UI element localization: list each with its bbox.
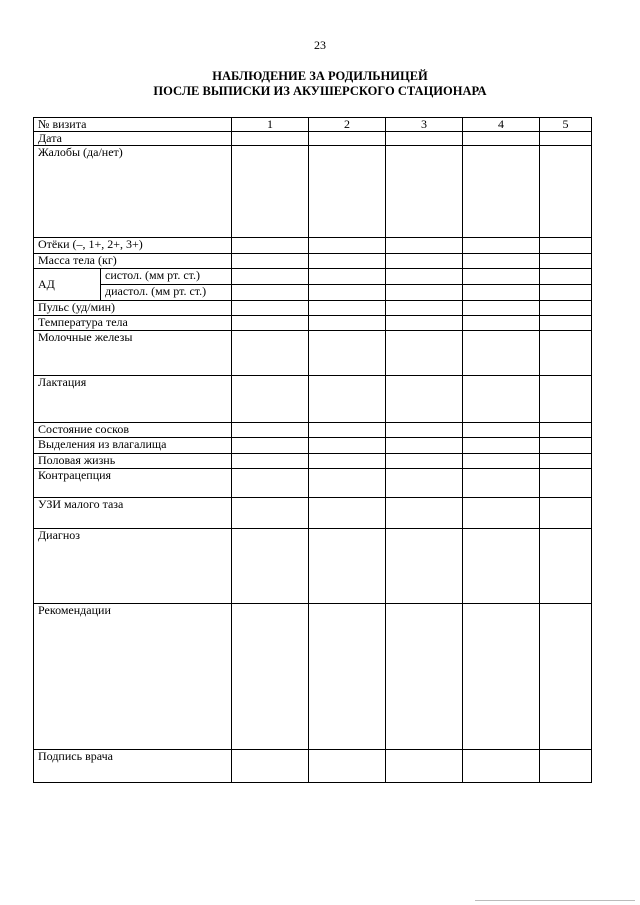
cell-diagnosis-visit-1[interactable] [232, 529, 309, 604]
cell-discharge-visit-4[interactable] [463, 438, 540, 454]
cell-recommendations-visit-1[interactable] [232, 604, 309, 750]
visit-4-header: 4 [463, 118, 540, 132]
cell-complaints-visit-2[interactable] [309, 146, 386, 238]
cell-contraception-visit-3[interactable] [386, 469, 463, 498]
cell-bp-diastolic-visit-5[interactable] [540, 285, 592, 301]
visit-3-header: 3 [386, 118, 463, 132]
cell-bp-systolic-visit-3[interactable] [386, 269, 463, 285]
cell-diagnosis-visit-4[interactable] [463, 529, 540, 604]
cell-contraception-visit-5[interactable] [540, 469, 592, 498]
table-row-sexual-life [34, 454, 592, 469]
cell-nipples-visit-4[interactable] [463, 423, 540, 438]
cell-breasts-visit-2[interactable] [309, 331, 386, 376]
row-label-recommendations: Рекомендации [34, 604, 232, 750]
cell-date-visit-1[interactable] [232, 132, 309, 146]
cell-sexual-life-visit-5[interactable] [540, 454, 592, 469]
cell-date-visit-5[interactable] [540, 132, 592, 146]
cell-ultrasound-visit-5[interactable] [540, 498, 592, 529]
table-row-pulse [34, 301, 592, 316]
cell-weight-visit-2[interactable] [309, 254, 386, 269]
cell-bp-systolic-visit-5[interactable] [540, 269, 592, 285]
table-row-weight [34, 254, 592, 269]
row-label-contraception: Контрацепция [34, 469, 232, 498]
cell-complaints-visit-1[interactable] [232, 146, 309, 238]
row-label-doctor-signature: Подпись врача [34, 750, 232, 783]
cell-breasts-visit-1[interactable] [232, 331, 309, 376]
page-number: 23 [314, 38, 326, 52]
cell-edema-visit-1[interactable] [232, 238, 309, 254]
cell-diagnosis-visit-3[interactable] [386, 529, 463, 604]
visit-5-header: 5 [540, 118, 592, 132]
cell-date-visit-4[interactable] [463, 132, 540, 146]
cell-discharge-visit-5[interactable] [540, 438, 592, 454]
table-row-diagnosis [34, 529, 592, 604]
cell-sexual-life-visit-2[interactable] [309, 454, 386, 469]
form-title-line-2: ПОСЛЕ ВЫПИСКИ ИЗ АКУШЕРСКОГО СТАЦИОНАРА [153, 84, 487, 98]
cell-signature-visit-4[interactable] [463, 750, 540, 783]
cell-lactation-visit-3[interactable] [386, 376, 463, 423]
row-label-weight: Масса тела (кг) [34, 254, 232, 269]
cell-bp-systolic-visit-2[interactable] [309, 269, 386, 285]
cell-lactation-visit-5[interactable] [540, 376, 592, 423]
cell-signature-visit-3[interactable] [386, 750, 463, 783]
row-label-diagnosis: Диагноз [34, 529, 232, 604]
cell-signature-visit-5[interactable] [540, 750, 592, 783]
table-row-recommendations [34, 604, 592, 750]
cell-lactation-visit-4[interactable] [463, 376, 540, 423]
row-label-temperature: Температура тела [34, 316, 232, 331]
row-label-bp: АД [34, 269, 101, 301]
cell-discharge-visit-1[interactable] [232, 438, 309, 454]
cell-discharge-visit-3[interactable] [386, 438, 463, 454]
cell-diagnosis-visit-2[interactable] [309, 529, 386, 604]
row-label-bp-systolic: систол. (мм рт. ст.) [101, 269, 232, 285]
table-row-bp-systolic [34, 269, 592, 285]
cell-weight-visit-1[interactable] [232, 254, 309, 269]
row-label-pulse: Пульс (уд/мин) [34, 301, 232, 316]
cell-recommendations-visit-3[interactable] [386, 604, 463, 750]
cell-weight-visit-3[interactable] [386, 254, 463, 269]
cell-bp-diastolic-visit-1[interactable] [232, 285, 309, 301]
cell-ultrasound-visit-1[interactable] [232, 498, 309, 529]
cell-sexual-life-visit-3[interactable] [386, 454, 463, 469]
cell-temperature-visit-3[interactable] [386, 316, 463, 331]
cell-diagnosis-visit-5[interactable] [540, 529, 592, 604]
cell-lactation-visit-2[interactable] [309, 376, 386, 423]
cell-breasts-visit-5[interactable] [540, 331, 592, 376]
cell-weight-visit-5[interactable] [540, 254, 592, 269]
cell-bp-diastolic-visit-2[interactable] [309, 285, 386, 301]
cell-nipples-visit-3[interactable] [386, 423, 463, 438]
table-row-breasts [34, 331, 592, 376]
table-row-complaints [34, 146, 592, 238]
cell-complaints-visit-4[interactable] [463, 146, 540, 238]
cell-breasts-visit-4[interactable] [463, 331, 540, 376]
table-row-lactation [34, 376, 592, 423]
cell-pulse-visit-4[interactable] [463, 301, 540, 316]
cell-ultrasound-visit-4[interactable] [463, 498, 540, 529]
cell-bp-diastolic-visit-3[interactable] [386, 285, 463, 301]
cell-edema-visit-5[interactable] [540, 238, 592, 254]
cell-signature-visit-2[interactable] [309, 750, 386, 783]
visit-1-header: 1 [232, 118, 309, 132]
table-row-bp-diastolic [34, 285, 592, 301]
cell-temperature-visit-4[interactable] [463, 316, 540, 331]
cell-date-visit-3[interactable] [386, 132, 463, 146]
cell-signature-visit-1[interactable] [232, 750, 309, 783]
table-row-ultrasound [34, 498, 592, 529]
cell-temperature-visit-1[interactable] [232, 316, 309, 331]
row-label-nipples: Состояние сосков [34, 423, 232, 438]
cell-lactation-visit-1[interactable] [232, 376, 309, 423]
cell-nipples-visit-5[interactable] [540, 423, 592, 438]
row-label-discharge: Выделения из влагалища [34, 438, 232, 454]
cell-recommendations-visit-4[interactable] [463, 604, 540, 750]
cell-edema-visit-2[interactable] [309, 238, 386, 254]
page-bottom-divider [475, 900, 635, 901]
row-label-date: Дата [34, 132, 232, 146]
form-title-line-1: НАБЛЮДЕНИЕ ЗА РОДИЛЬНИЦЕЙ [212, 69, 428, 83]
table-row-discharge [34, 438, 592, 454]
cell-nipples-visit-2[interactable] [309, 423, 386, 438]
row-label-breasts: Молочные железы [34, 331, 232, 376]
table-row-date [34, 132, 592, 146]
row-label-ultrasound: УЗИ малого таза [34, 498, 232, 529]
cell-pulse-visit-3[interactable] [386, 301, 463, 316]
cell-pulse-visit-5[interactable] [540, 301, 592, 316]
cell-temperature-visit-2[interactable] [309, 316, 386, 331]
row-label-lactation: Лактация [34, 376, 232, 423]
cell-bp-systolic-visit-1[interactable] [232, 269, 309, 285]
row-label-complaints: Жалобы (да/нет) [34, 146, 232, 238]
row-label-bp-diastolic: диастол. (мм рт. ст.) [101, 285, 232, 301]
row-label-sexual-life: Половая жизнь [34, 454, 232, 469]
cell-temperature-visit-5[interactable] [540, 316, 592, 331]
cell-bp-systolic-visit-4[interactable] [463, 269, 540, 285]
cell-breasts-visit-3[interactable] [386, 331, 463, 376]
table-row-doctor-signature [34, 750, 592, 783]
cell-contraception-visit-2[interactable] [309, 469, 386, 498]
cell-ultrasound-visit-2[interactable] [309, 498, 386, 529]
cell-sexual-life-visit-4[interactable] [463, 454, 540, 469]
cell-complaints-visit-3[interactable] [386, 146, 463, 238]
cell-pulse-visit-1[interactable] [232, 301, 309, 316]
cell-pulse-visit-2[interactable] [309, 301, 386, 316]
visit-2-header: 2 [309, 118, 386, 132]
row-label-edema: Отёки (–, 1+, 2+, 3+) [34, 238, 232, 254]
cell-bp-diastolic-visit-4[interactable] [463, 285, 540, 301]
cell-discharge-visit-2[interactable] [309, 438, 386, 454]
postpartum-observation-table [33, 117, 592, 783]
table-row-visit-number [34, 118, 592, 132]
cell-recommendations-visit-2[interactable] [309, 604, 386, 750]
cell-contraception-visit-4[interactable] [463, 469, 540, 498]
cell-edema-visit-4[interactable] [463, 238, 540, 254]
form-title [0, 69, 640, 99]
table-row-temperature [34, 316, 592, 331]
cell-date-visit-2[interactable] [309, 132, 386, 146]
cell-recommendations-visit-5[interactable] [540, 604, 592, 750]
cell-ultrasound-visit-3[interactable] [386, 498, 463, 529]
cell-edema-visit-3[interactable] [386, 238, 463, 254]
cell-weight-visit-4[interactable] [463, 254, 540, 269]
table-row-contraception [34, 469, 592, 498]
table-row-nipples [34, 423, 592, 438]
row-label-visit-number: № визита [34, 118, 232, 132]
cell-complaints-visit-5[interactable] [540, 146, 592, 238]
cell-sexual-life-visit-1[interactable] [232, 454, 309, 469]
table-row-edema [34, 238, 592, 254]
cell-contraception-visit-1[interactable] [232, 469, 309, 498]
cell-nipples-visit-1[interactable] [232, 423, 309, 438]
